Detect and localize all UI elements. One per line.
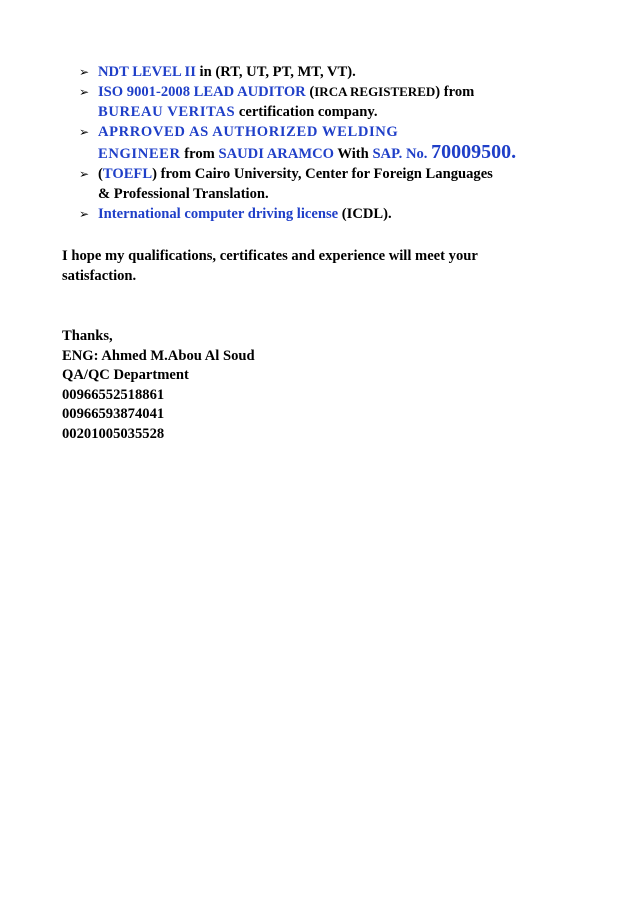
- qualification-text: from: [180, 146, 219, 162]
- qualification-text: (: [98, 166, 103, 182]
- qualification-highlight: ISO 9001-2008 LEAD AUDITOR: [98, 84, 306, 100]
- qualification-text: & Professional Translation.: [98, 186, 269, 202]
- qualification-text: IRCA REGISTERED: [314, 84, 436, 99]
- list-item: [79, 82, 599, 122]
- thanks-text: Thanks,: [62, 328, 113, 344]
- paragraph-line: satisfaction.: [62, 267, 137, 284]
- qualification-text: certification company.: [235, 104, 378, 120]
- list-item: [79, 62, 599, 82]
- sender-department: QA/QC Department: [62, 367, 189, 383]
- qualification-highlight: SAUDI ARAMCO: [218, 146, 335, 162]
- phone-number: 00966593874041: [62, 406, 165, 422]
- list-item: [79, 204, 599, 224]
- closing-paragraph: [62, 247, 602, 286]
- qualification-text: With: [334, 146, 373, 162]
- qualification-highlight: SAP. No.: [372, 146, 428, 162]
- arrowhead-bullet-icon: ➢: [79, 167, 90, 181]
- phone-number: 00201005035528: [62, 425, 165, 442]
- qualification-highlight: TOEFL: [102, 166, 153, 182]
- qualification-text: (: [305, 84, 315, 100]
- signature-block: [62, 327, 602, 444]
- arrowhead-bullet-icon: ➢: [79, 65, 90, 79]
- sap-number: 70009500.: [431, 141, 517, 163]
- qualification-highlight: ENGINEER: [98, 146, 181, 162]
- qualification-text: in (RT, UT, PT, MT, VT).: [195, 64, 356, 80]
- phone-number: 00966552518861: [62, 386, 165, 403]
- list-item: [79, 164, 599, 204]
- arrowhead-bullet-icon: ➢: [79, 125, 90, 139]
- qualifications-list: [79, 62, 599, 224]
- qualification-highlight: International computer driving license: [98, 206, 339, 222]
- qualification-highlight: APRROVED AS AUTHORIZED WELDING: [98, 124, 399, 140]
- qualification-highlight: BUREAU VERITAS: [98, 104, 236, 120]
- paragraph-line: I hope my qualifications, certificates and experience will meet your: [62, 248, 478, 264]
- qualification-highlight: NDT LEVEL II: [98, 64, 196, 80]
- qualification-text: ) from: [435, 84, 475, 100]
- arrowhead-bullet-icon: ➢: [79, 207, 90, 221]
- qualification-text: ) from Cairo University, Center for Foreign Languages: [152, 166, 493, 182]
- arrowhead-bullet-icon: ➢: [79, 85, 90, 99]
- sender-name: ENG: Ahmed M.Abou Al Soud: [62, 347, 255, 364]
- qualification-text: (ICDL).: [338, 206, 392, 222]
- list-item: [79, 122, 599, 164]
